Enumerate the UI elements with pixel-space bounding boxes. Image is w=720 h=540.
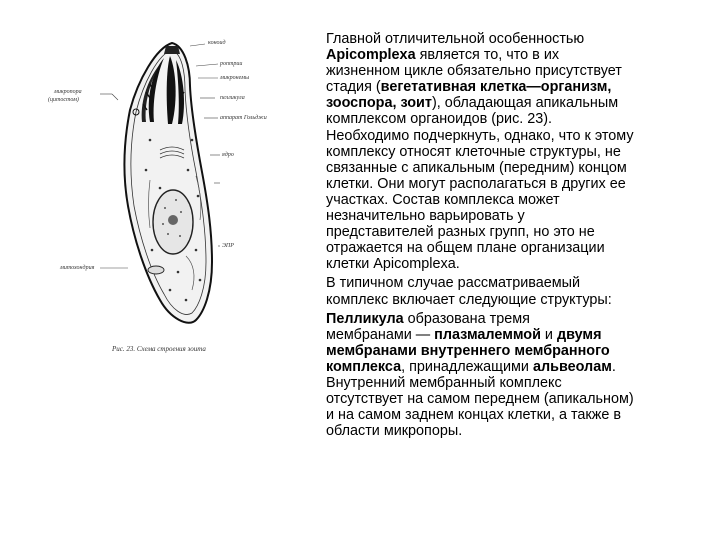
term-membrany: мембранами внутреннего мембранного — [326, 342, 610, 359]
text-line: В типичном случае рассматриваемый — [326, 275, 581, 292]
label-mitokhondriya: митохондрия — [60, 265, 95, 271]
term-dvumya: двумя — [556, 326, 602, 343]
text-line: комплекса, принадлежащими альвеолам. — [326, 358, 616, 375]
label-roptrii: роптрии — [220, 61, 243, 67]
text-line: области микропоры. — [326, 423, 463, 440]
zoite-illustration — [0, 0, 310, 360]
text-line: зооспора, зоит), обладающая апикальным — [326, 95, 619, 112]
paragraph-pellicle — [326, 311, 718, 440]
label-konoid: коноид — [208, 40, 226, 46]
text-line: жизненном цикле обязательно присутствует — [326, 63, 622, 80]
text-line: стадия (вегетативная клетка—организм, — [326, 79, 612, 96]
label-mikronemy: микронемы — [220, 75, 250, 81]
term-alveolam: альвеолам — [532, 358, 612, 375]
text-line: и на самом заднем концах клетки, а также в — [326, 407, 621, 424]
label-yadro: ядро — [222, 152, 234, 158]
text-line: Apicomplexa является то, что в их — [326, 47, 560, 64]
text-line: клетки Apicomplexa. — [326, 256, 460, 273]
text-line: связанные с апикальным (передним) концом — [326, 159, 627, 176]
label-citostom: (цитостом) — [48, 97, 79, 103]
term-apicomplexa: Apicomplexa — [326, 47, 416, 64]
text-line: мембранами — плазмалеммой и двумя — [326, 326, 602, 343]
text-line: Необходимо подчеркнуть, однако, что к этому — [326, 127, 634, 144]
paragraph-structures — [326, 275, 718, 307]
text-line: Внутренний мембранный комплекс — [326, 374, 562, 391]
zoite-figure — [0, 0, 310, 540]
term-zoospora: зооспора, зоит — [326, 95, 432, 112]
text-line: Пелликула образована тремя — [326, 310, 530, 327]
text-line: комплексом органоидов (рис. 23). — [326, 111, 553, 128]
text-line: незначительно варьировать у — [326, 208, 525, 225]
text-line: Главной отличительной особенностью — [326, 31, 585, 47]
label-mikropora: микропора — [54, 89, 82, 95]
label-apparat-goldzhi: аппарат Гольджи — [220, 115, 267, 121]
text-line: комплекс включает следующие структуры: — [326, 291, 612, 308]
term-plazmalemma: плазмалеммой — [434, 326, 541, 343]
label-pellikula: пелликула — [220, 95, 245, 101]
text-line: участках. Состав комплекса может — [326, 191, 560, 208]
paragraph-intro — [326, 31, 718, 272]
text-line: отсутствует на самом переднем (апикальном) — [326, 391, 634, 408]
text-line: представителей разных групп, но это не — [326, 224, 595, 241]
text-column — [326, 31, 718, 439]
term-stage: вегетативная клетка—организм, — [380, 79, 612, 96]
figure-caption: Рис. 23. Схема строения зоита — [112, 345, 206, 353]
text-line: клетки. Они могут располагаться в других ее — [326, 175, 626, 192]
label-epr: ЭПР — [222, 243, 234, 249]
term-pellikula: Пелликула — [326, 310, 404, 327]
text-line: отражается на общем плане организации — [326, 240, 605, 257]
term-kompleksa: комплекса — [326, 358, 402, 375]
text-line — [326, 343, 718, 359]
text-line: комплексу относят клеточные структуры, не — [326, 143, 621, 160]
